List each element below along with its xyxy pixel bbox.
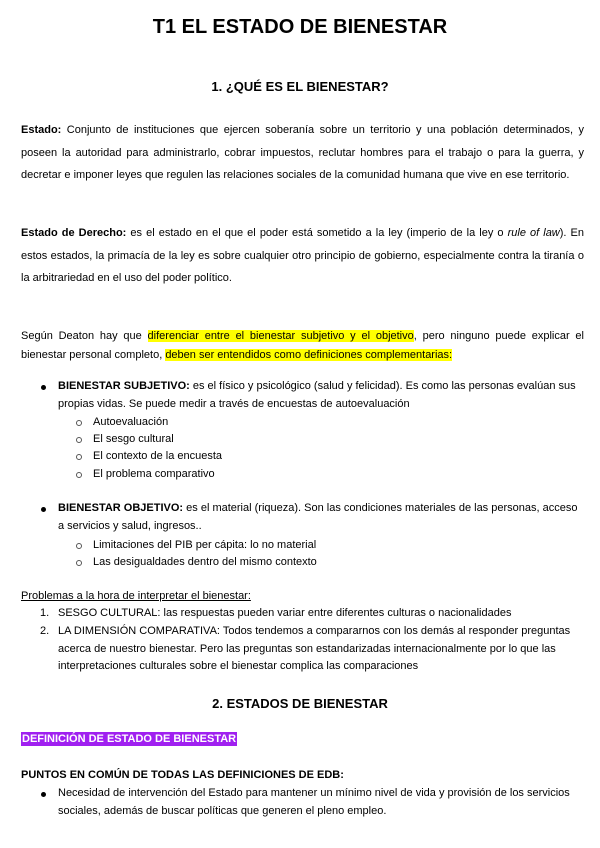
highlight-diferenciar: diferenciar entre el bienestar subjetivo y el objetivo <box>147 330 414 342</box>
circle-bullet-icon <box>76 560 82 566</box>
list-number: 1. <box>40 607 50 619</box>
circle-bullet-icon <box>76 543 82 549</box>
problema-item-1: SESGO CULTURAL: las respuestas pueden variar entre diferentes culturas o nacionalidades <box>58 607 512 619</box>
section-2-heading: 2. ESTADOS DE BIENESTAR <box>212 696 388 711</box>
list-number: 2. <box>40 625 50 637</box>
bullet-icon <box>41 792 46 797</box>
deaton-text-b: , pero ninguno puede explicar el bienestar personal completo, <box>21 330 584 361</box>
subjetivo-subitem: Autoevaluación <box>93 416 169 428</box>
subjetivo-subitem: El contexto de la encuesta <box>93 450 223 462</box>
bienestar-objetivo-item <box>58 500 585 535</box>
deaton-paragraph <box>21 327 584 365</box>
definicion-heading <box>21 733 237 745</box>
circle-bullet-icon <box>76 437 82 443</box>
circle-bullet-icon <box>76 472 82 478</box>
estado-definition <box>21 119 584 187</box>
circle-bullet-icon <box>76 454 82 460</box>
bullet-icon <box>41 385 46 390</box>
subjetivo-text: es el físico y psicológico (salud y felicidad). Es como las personas evalúan sus propias vidas. Se puede medir a través de encuestas de autoevaluación <box>58 380 576 410</box>
objetivo-subitem: Las desigualdades dentro del mismo contexto <box>93 556 317 568</box>
estado-derecho-definition <box>21 222 584 290</box>
definicion-highlight: DEFINICIÓN DE ESTADO DE BIENESTAR <box>22 733 237 745</box>
derecho-text-a: es el estado en el que el poder está sometido a la ley (imperio de la ley o <box>126 227 508 239</box>
derecho-text-b: ). En estos estados, la primacía de la ley es sobre cualquier otro principio de gobierno, especialmente contra la tiranía o la arbitrariedad en el uso del poder político. <box>21 227 585 284</box>
objetivo-subitem: Limitaciones del PIB per cápita: lo no material <box>93 539 317 551</box>
section-1-heading: 1. ¿QUÉ ES EL BIENESTAR? <box>211 79 389 94</box>
page-title: T1 EL ESTADO DE BIENESTAR <box>152 16 448 38</box>
bienestar-subjetivo-item <box>58 378 585 413</box>
puntos-heading: PUNTOS EN COMÚN DE TODAS LAS DEFINICIONES DE EDB: <box>21 769 344 781</box>
subjetivo-subitem: El problema comparativo <box>93 468 215 480</box>
objetivo-text: es el material (riqueza). Son las condiciones materiales de las personas, acceso a servicios y salud, ingresos.. <box>58 502 578 532</box>
problemas-heading: Problemas a la hora de interpretar el bienestar: <box>21 590 251 602</box>
estado-text: Conjunto de instituciones que ejercen soberanía sobre un territorio y una población determinados, y poseen la autoridad para administrarlo, cobrar impuestos, reclutar hombres para el trabajo o para la guerra, y decretar e imponer leyes que regulen las relaciones sociales de la comunidad humana que vive en ese territorio. <box>21 124 584 181</box>
objetivo-label: BIENESTAR OBJETIVO: <box>58 502 184 514</box>
deaton-text-a: Según Deaton hay que <box>21 330 148 342</box>
punto-item-1: Necesidad de intervención del Estado para mantener un mínimo nivel de vida y provisión de los servicios sociales, además de buscar políticas que generen el pleno empleo. <box>58 787 570 817</box>
subjetivo-label: BIENESTAR SUBJETIVO: <box>58 380 190 392</box>
circle-bullet-icon <box>76 420 82 426</box>
estado-label: Estado: <box>21 124 62 136</box>
bullet-icon <box>41 507 46 512</box>
derecho-label: Estado de Derecho: <box>21 227 127 239</box>
rule-of-law-text: rule of law <box>507 227 560 239</box>
problema-item-2: LA DIMENSIÓN COMPARATIVA: Todos tendemos a compararnos con los demás al responder preguntas acerca de nuestro bienestar. Pero las preguntas son estandarizadas internacionalmente por lo que las interpretaciones culturales sobre el bienestar complica las comparaciones <box>58 625 571 672</box>
subjetivo-subitem: El sesgo cultural <box>93 433 174 445</box>
highlight-complementarias: deben ser entendidos como definiciones complementarias: <box>165 349 453 361</box>
